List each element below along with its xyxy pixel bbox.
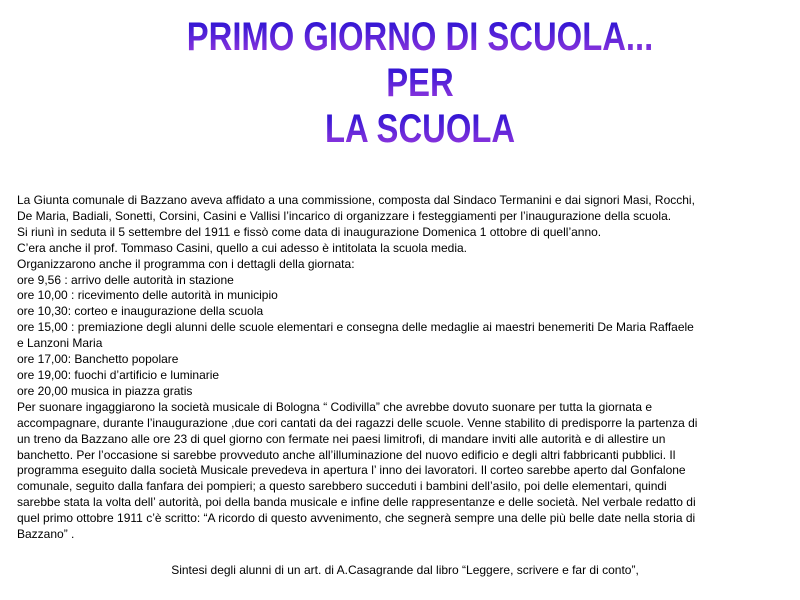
schedule-item: ore 20,00 musica in piazza gratis xyxy=(17,383,193,398)
body-line: accompagnare, durante l’inaugurazione ,due cori cantati da dei ragazzi delle scuole. Venne stabilito di predisporre la partenza di xyxy=(17,415,698,430)
title-line-3: LA SCUOLA xyxy=(76,106,765,152)
body-line: programma eseguito dalla società Musicale prevedeva in apertura l’ inno dei lavoratori. Il corteo sarebbe aperto dal Gonfalone xyxy=(17,463,686,478)
source-credit: Sintesi degli alunni di un art. di A.Casagrande dal libro “Leggere, scrivere e far di conto”, xyxy=(171,563,639,577)
schedule-item: ore 17,00: Banchetto popolare xyxy=(17,352,179,367)
schedule-item: ore 15,00 : premiazione degli alunni delle scuole elementari e consegna delle medaglie ai maestri benemeriti De Maria Raffaele xyxy=(17,320,694,335)
schedule-item: ore 10,00 : ricevimento delle autorità in municipio xyxy=(17,288,278,303)
body-line: un treno da Bazzano alle ore 23 di quel giorno con fermate nei paesi limitrofi, di mandare inviti alle autorità e di allestire un xyxy=(17,431,666,446)
body-line: Per suonare ingaggiarono la società musicale di Bologna “ Codivilla” che avrebbe dovuto suonare per tutta la giornata e xyxy=(17,399,653,414)
body-line: De Maria, Badiali, Sonetti, Corsini, Casini e Vallisi l’incarico di organizzare i festeggiamenti per l’inaugurazione della scuola. xyxy=(17,208,672,223)
body-line: Si riunì in seduta il 5 settembre del 1911 e fissò come data di inaugurazione Domenica 1 ottobre di quell’anno. xyxy=(17,224,602,239)
body-line: comunale, seguito dalla fanfara dei pompieri; a questo sarebbero succeduti i bambini dell’asilo, poi delle elementari, quindi xyxy=(17,479,667,494)
title-line-1: PRIMO GIORNO DI SCUOLA... xyxy=(76,14,765,60)
body-line: sarebbe stata la volta dell’ autorità, poi della banda musicale e infine delle rappresentanze e delle società. Nel verbale redatto di xyxy=(17,495,696,510)
schedule-item: ore 10,30: corteo e inaugurazione della scuola xyxy=(17,304,264,319)
body-line: Organizzarono anche il programma con i dettagli della giornata: xyxy=(17,256,355,271)
body-line: banchetto. Per l’occasione si sarebbe provveduto anche all’illuminazione del nuovo edificio e degli altri fabbricanti pubblici. Il xyxy=(17,447,676,462)
body-line: Bazzano” . xyxy=(17,527,75,542)
body-line: quel primo ottobre 1911 c’è scritto: “A ricordo di questo avvenimento, che segnerà sempre una delle più belle date nella storia di xyxy=(17,511,696,526)
title-line-2: PER xyxy=(76,60,765,106)
body-line: C’era anche il prof. Tommaso Casini, quello a cui adesso è intitolata la scuola media. xyxy=(17,240,468,255)
body-line: La Giunta comunale di Bazzano aveva affidato a una commissione, composta dal Sindaco Termanini e dai signori Masi, Rocchi, xyxy=(17,193,695,207)
schedule-item: e Lanzoni Maria xyxy=(17,336,103,351)
schedule-item: ore 9,56 : arrivo delle autorità in stazione xyxy=(17,272,234,287)
page-title xyxy=(0,14,800,152)
article-body xyxy=(17,193,787,543)
schedule-item: ore 19,00: fuochi d’artificio e luminarie xyxy=(17,367,220,382)
